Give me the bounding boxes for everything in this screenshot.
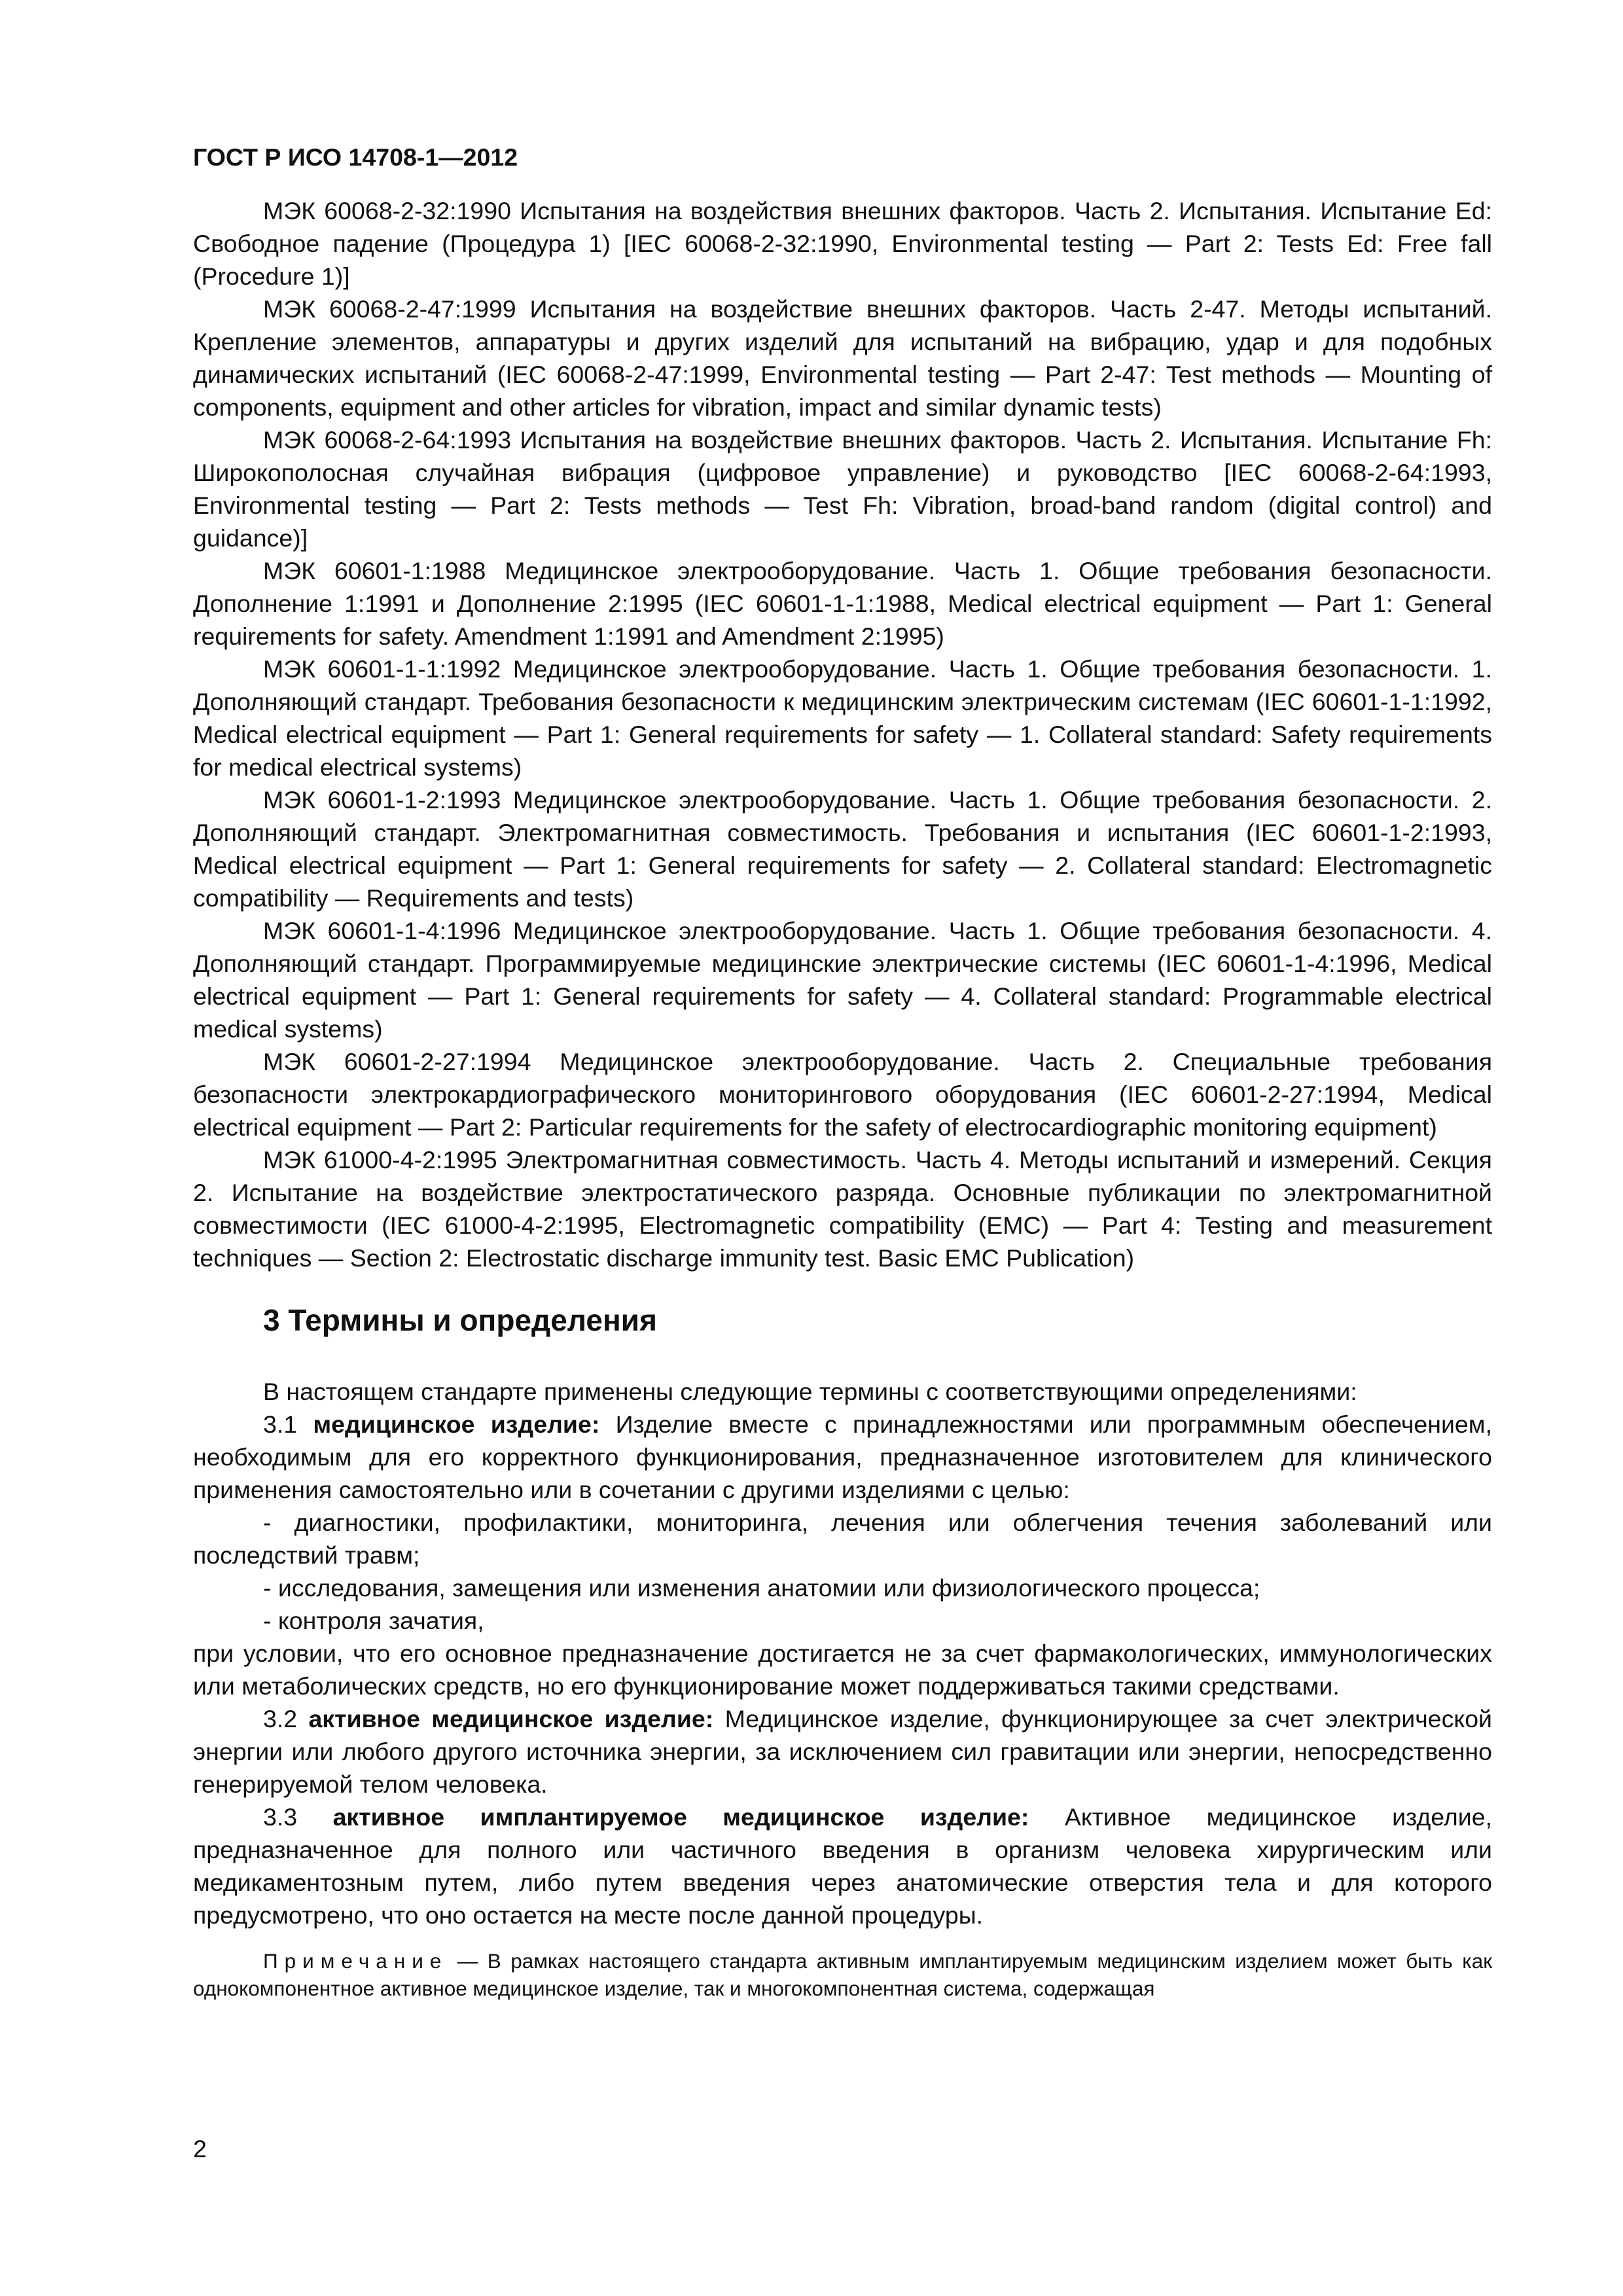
note: [193, 1947, 1492, 2002]
term-number: 3.2: [263, 1705, 298, 1732]
reference-list: [193, 194, 1492, 1274]
reference-item: МЭК 60601-2-27:1994 Медицинское электрооборудование. Часть 2. Специальные требования безопасности электрокардиографического мониторингового оборудования (IEC 60601-2-27:1994, Medical electrical equipment — Part 2: Particular requirements for the safety of electrocardiographic monitoring equipment): [193, 1048, 1492, 1141]
reference-item: МЭК 60601-1-4:1996 Медицинское электрооборудование. Часть 1. Общие требования безопасности. 4. Дополняющий стандарт. Программируемые медицинские электрические системы (IEC 60601-1-4:1996, Medical electrical equipment — Part 1: General requirements for safety — 4. Collateral standard: Programmable electrical medical systems): [193, 917, 1492, 1043]
reference-item: МЭК 60068-2-32:1990 Испытания на воздействия внешних факторов. Часть 2. Испытания. Испытание Ed: Свободное падение (Процедура 1) [IEC 60068-2-32:1990, Environmental testing — Part 2: Tests Ed: Free fall (Procedure 1)]: [193, 197, 1492, 290]
reference-item: МЭК 60601-1-2:1993 Медицинское электрооборудование. Часть 1. Общие требования безопасности. 2. Дополняющий стандарт. Электромагнитная совместимость. Требования и испытания (IEC 60601-1-2:1993, Medical electrical equipment — Part 1: General requirements for safety — 2. Collateral standard: Electromagnetic compatibility — Requirements and tests): [193, 786, 1492, 912]
term-3-1-tail: при условии, что его основное предназначение достигается не за счет фармакологических, иммунологических или метаболических средств, но его функционирование может поддерживаться такими средствами.: [193, 1640, 1492, 1700]
term-definition: Активное медицинское изделие, предназначенное для полного или частичного введения в организм человека хирургическим или медикаментозным путем, либо путем введения через анатомические отверстия тела и для которого предусмотрено, что оно остается на месте после данной процедуры.: [193, 1803, 1492, 1929]
section-intro: В настоящем стандарте применены следующие термины с соответствующими определениями:: [263, 1378, 1357, 1405]
note-text: — В рамках настоящего стандарта активным имплантируемым медицинским изделием может быть как однокомпонентное активное медицинское изделие, так и многокомпонентная система, содержащая: [193, 1949, 1492, 2000]
reference-item: МЭК 60068-2-64:1993 Испытания на воздействие внешних факторов. Часть 2. Испытания. Испытание Fh: Широкополосная случайная вибрация (цифровое управление) и руководство [IEC 60068-2-64:1993, Environmental testing — Part 2: Tests methods — Test Fh: Vibration, broad-band random (digital control) and guidance)]: [193, 426, 1492, 552]
term-number: 3.1: [263, 1410, 298, 1438]
term-3-2: [193, 1702, 1492, 1801]
list-item: - исследования, замещения или изменения анатомии или физиологического процесса;: [263, 1574, 1260, 1602]
note-label: Примечание: [263, 1949, 448, 1973]
term-3-1: [193, 1408, 1492, 1506]
reference-item: МЭК 61000-4-2:1995 Электромагнитная совместимость. Часть 4. Методы испытаний и измерений. Секция 2. Испытание на воздействие электростатического разряда. Основные публикации по электромагнитной совместимости (IEC 61000-4-2:1995, Electromagnetic compatibility (EMC) — Part 4: Testing and measurement techniques — Section 2: Electrostatic discharge immunity test. Basic EMC Publication): [193, 1146, 1492, 1272]
term-definition: Медицинское изделие, функционирующее за счет электрической энергии или любого другого источника энергии, за исключением сил гравитации или энергии, непосредственно генерируемой телом человека.: [193, 1705, 1492, 1798]
page-number: 2: [193, 2135, 207, 2162]
document-header: ГОСТ Р ИСО 14708-1—2012: [193, 143, 518, 171]
term-definition: Изделие вместе с принадлежностями или программным обеспечением, необходимым для его корректного функционирования, предназначенное изготовителем для клинического применения самостоятельно или в сочетании с другими изделиями с целью:: [193, 1410, 1492, 1503]
term-number: 3.3: [263, 1803, 298, 1831]
reference-item: МЭК 60601-1:1988 Медицинское электрооборудование. Часть 1. Общие требования безопасности. Дополнение 1:1991 и Дополнение 2:1995 (IEC 60601-1-1:1988, Medical electrical equipment — Part 1: General requirements for safety. Amendment 1:1991 and Amendment 2:1995): [193, 557, 1492, 650]
reference-item: МЭК 60601-1-1:1992 Медицинское электрооборудование. Часть 1. Общие требования безопасности. 1. Дополняющий стандарт. Требования безопасности к медицинским электрическим системам (IEC 60601-1-1:1992, Medical electrical equipment — Part 1: General requirements for safety — 1. Collateral standard: Safety requirements for medical electrical systems): [193, 655, 1492, 781]
term-name: активное имплантируемое медицинское изделие:: [332, 1803, 1029, 1831]
term-3-3: [193, 1801, 1492, 1931]
list-item: - контроля зачатия,: [263, 1607, 484, 1634]
term-name: медицинское изделие:: [313, 1410, 600, 1438]
list-item: - диагностики, профилактики, мониторинга, лечения или облегчения течения заболеваний или последствий травм;: [193, 1509, 1492, 1569]
reference-item: МЭК 60068-2-47:1999 Испытания на воздействие внешних факторов. Часть 2-47. Методы испытаний. Крепление элементов, аппаратуры и других изделий для испытаний на вибрацию, удар и для подобных динамических испытаний (IEC 60068-2-47:1999, Environmental testing — Part 2-47: Test methods — Mounting of components, equipment and other articles for vibration, impact and similar dynamic tests): [193, 295, 1492, 421]
term-name: активное медицинское изделие:: [308, 1705, 714, 1732]
document-page: [193, 141, 1492, 2002]
section-heading: 3 Термины и определения: [263, 1303, 657, 1337]
